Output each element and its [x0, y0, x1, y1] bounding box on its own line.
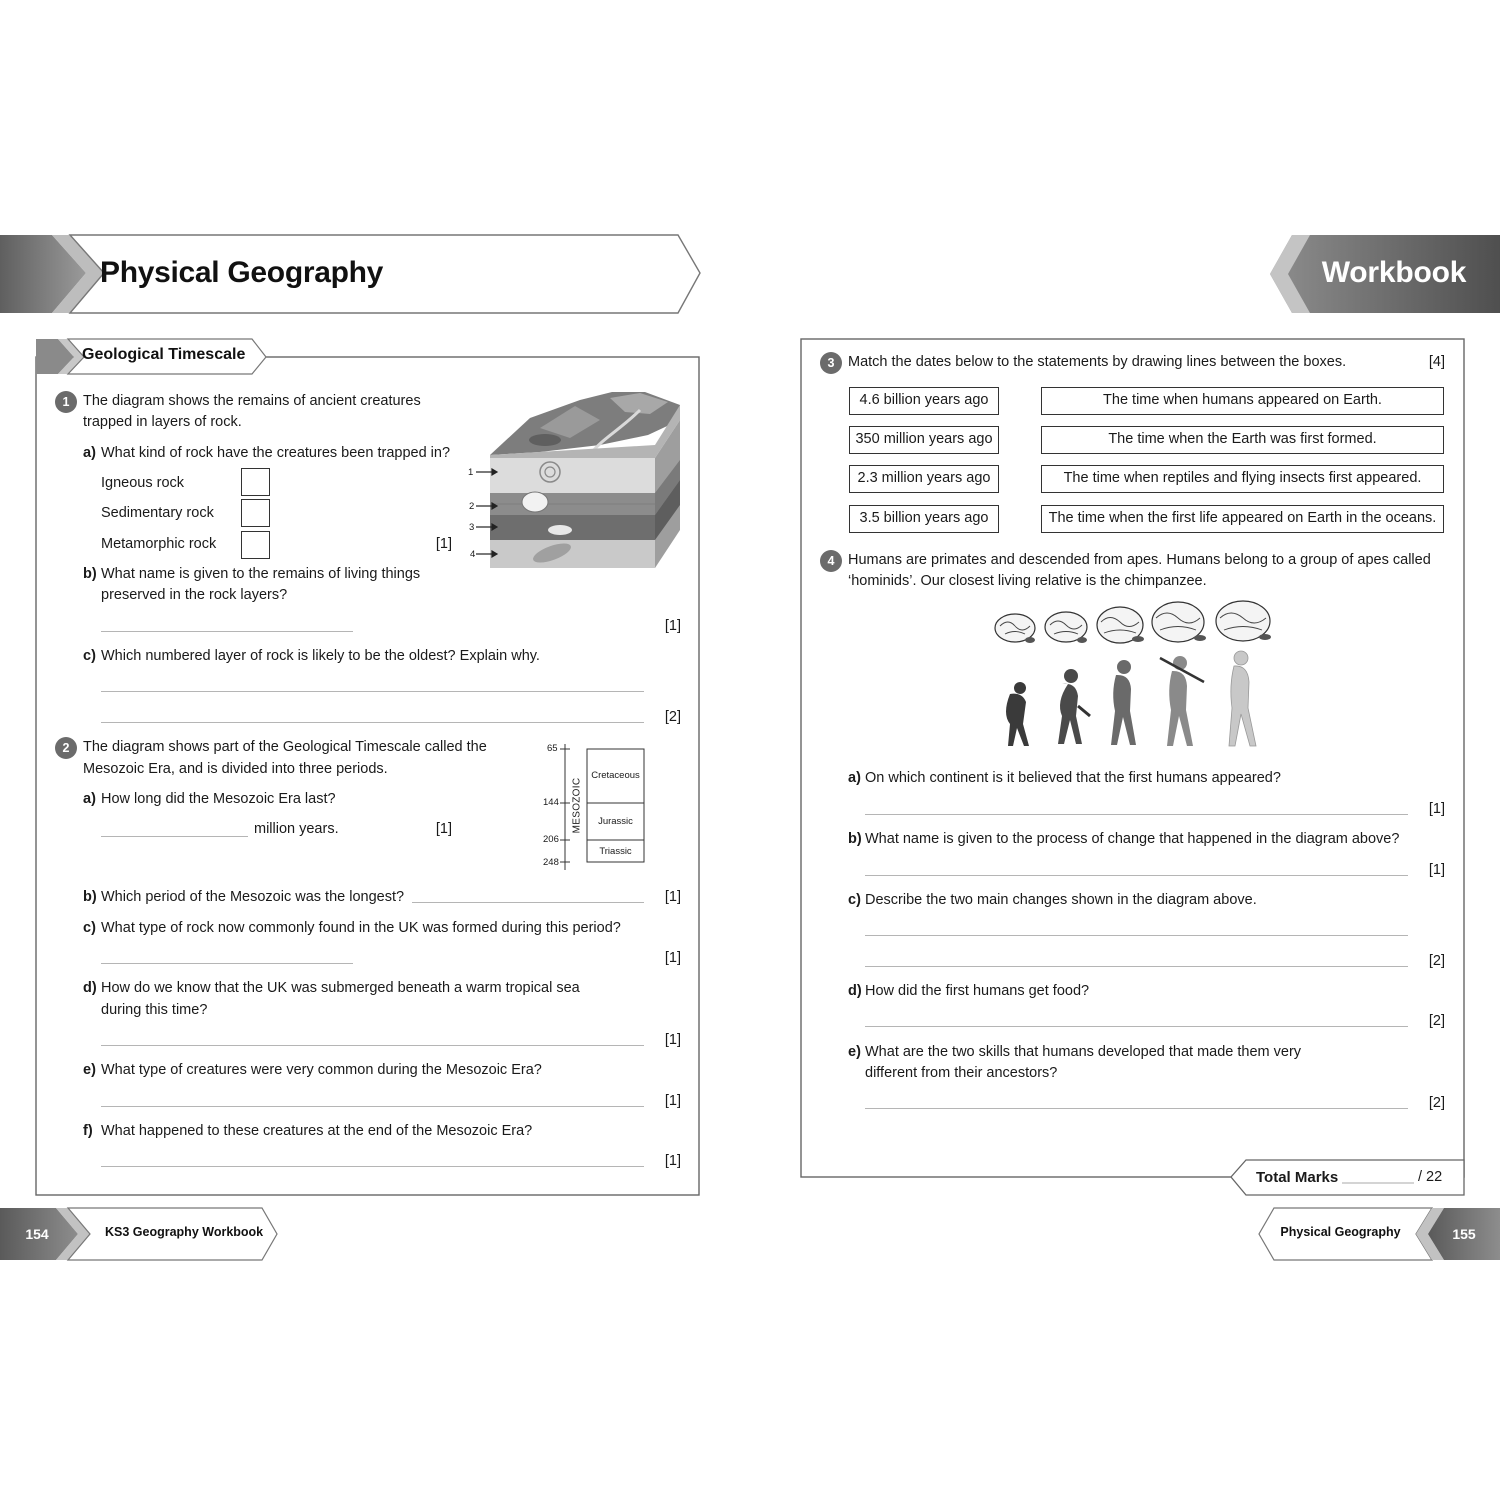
q4-intro-line-1: Humans are primates and descended from apes. Humans belong to a group of apes called	[848, 552, 1431, 568]
q1c-answer-line-1[interactable]	[101, 691, 644, 692]
q1c-label: c)	[83, 648, 96, 664]
period-triassic: Triassic	[599, 846, 632, 857]
statement-box-2[interactable]: The time when the Earth was first formed.	[1041, 426, 1444, 454]
q2d-text-line-1: How do we know that the UK was submerged beneath a warm tropical sea	[101, 980, 580, 996]
q2a-text: How long did the Mesozoic Era last?	[101, 791, 336, 807]
date-box-3[interactable]: 2.3 million years ago	[849, 465, 999, 493]
layer-label-1: 1	[468, 467, 474, 478]
q4b-label: b)	[848, 831, 862, 847]
rock-strata-diagram	[476, 392, 680, 568]
q2f-text: What happened to these creatures at the end of the Mesozoic Era?	[101, 1123, 533, 1139]
q3-text: Match the dates below to the statements by drawing lines between the boxes.	[848, 354, 1347, 370]
question-1-badge: 1	[55, 391, 77, 413]
q1c-mark: [2]	[664, 709, 681, 725]
q2d-answer-line[interactable]	[101, 1045, 644, 1046]
q4b-mark: [1]	[1428, 862, 1445, 878]
q2c-label: c)	[83, 920, 96, 936]
timescale-tick-144: 144	[543, 797, 559, 808]
q2d-mark: [1]	[664, 1032, 681, 1048]
q4c-text: Describe the two main changes shown in the diagram above.	[865, 892, 1257, 908]
q4d-label: d)	[848, 983, 862, 999]
question-3-badge: 3	[820, 352, 842, 374]
q1b-text-line-1: What name is given to the remains of living things	[101, 566, 421, 582]
q2e-mark: [1]	[664, 1093, 681, 1109]
checkbox-igneous[interactable]	[241, 468, 270, 496]
statement-box-3[interactable]: The time when reptiles and flying insects first appeared.	[1041, 465, 1444, 493]
q1c-text: Which numbered layer of rock is likely to be the oldest? Explain why.	[101, 648, 540, 664]
date-box-2[interactable]: 350 million years ago	[849, 426, 999, 454]
question-4-badge: 4	[820, 550, 842, 572]
q2f-mark: [1]	[664, 1153, 681, 1169]
q2d-label: d)	[83, 980, 97, 996]
timescale-tick-248: 248	[543, 857, 559, 868]
layer-label-4: 4	[470, 549, 476, 560]
q1c-answer-line-2[interactable]	[101, 722, 644, 723]
q4e-answer-line[interactable]	[865, 1108, 1408, 1109]
q2a-answer-line[interactable]	[101, 836, 248, 837]
q2c-answer-line[interactable]	[101, 963, 353, 964]
section-title: Geological Timescale	[82, 346, 246, 363]
q4c-label: c)	[848, 892, 861, 908]
q2b-text: Which period of the Mesozoic was the longest?	[101, 889, 405, 905]
q1b-mark: [1]	[664, 618, 681, 634]
total-marks-label: Total Marks	[1256, 1169, 1339, 1186]
q4d-answer-line[interactable]	[865, 1026, 1408, 1027]
q4a-mark: [1]	[1428, 801, 1445, 817]
option-metamorphic-label: Metamorphic rock	[101, 536, 217, 552]
q4b-answer-line[interactable]	[865, 875, 1408, 876]
q4a-label: a)	[848, 770, 861, 786]
q2a-label: a)	[83, 791, 96, 807]
q4a-text: On which continent is it believed that the first humans appeared?	[865, 770, 1281, 786]
q1a-text: What kind of rock have the creatures been trapped in?	[101, 445, 451, 461]
total-marks-value: / 22	[1418, 1169, 1443, 1185]
q2d-text-line-2: during this time?	[101, 1002, 208, 1018]
page-title-right: Workbook	[1321, 256, 1467, 289]
q1b-label: b)	[83, 566, 97, 582]
q2f-label: f)	[83, 1123, 93, 1139]
timescale-tick-65: 65	[547, 743, 558, 754]
q4c-answer-line-1[interactable]	[865, 935, 1408, 936]
q2b-label: b)	[83, 889, 97, 905]
q4e-text-line-1: What are the two skills that humans developed that made them very	[865, 1044, 1302, 1060]
date-box-4[interactable]: 3.5 billion years ago	[849, 505, 999, 533]
question-2-badge: 2	[55, 737, 77, 759]
q1a-label: a)	[83, 445, 96, 461]
q4c-mark: [2]	[1428, 953, 1445, 969]
q1b-text-line-2: preserved in the rock layers?	[101, 587, 288, 603]
q1-intro-line-2: trapped in layers of rock.	[83, 414, 242, 430]
timescale-era-label: MESOZOIC	[571, 777, 583, 834]
q2c-mark: [1]	[664, 950, 681, 966]
page-number-right: 155	[1452, 1226, 1476, 1242]
q1-intro-line-1: The diagram shows the remains of ancient creatures	[83, 393, 421, 409]
q2b-mark: [1]	[664, 889, 681, 905]
statement-box-1[interactable]: The time when humans appeared on Earth.	[1041, 387, 1444, 415]
q4d-mark: [2]	[1428, 1013, 1445, 1029]
q2e-text: What type of creatures were very common during the Mesozoic Era?	[101, 1062, 542, 1078]
evolution-diagram	[995, 601, 1271, 746]
date-box-1[interactable]: 4.6 billion years ago	[849, 387, 999, 415]
footer-left-text: KS3 Geography Workbook	[105, 1225, 264, 1239]
layer-label-2: 2	[469, 501, 475, 512]
q4e-label: e)	[848, 1044, 861, 1060]
q2e-answer-line[interactable]	[101, 1106, 644, 1107]
checkbox-sedimentary[interactable]	[241, 499, 270, 527]
checkbox-metamorphic[interactable]	[241, 531, 270, 559]
page-title-left: Physical Geography	[100, 256, 384, 289]
q4e-text-line-2: different from their ancestors?	[865, 1065, 1058, 1081]
page-number-left: 154	[25, 1226, 49, 1242]
q4e-mark: [2]	[1428, 1095, 1445, 1111]
q2-intro-line-2: Mesozoic Era, and is divided into three periods.	[83, 761, 388, 777]
option-igneous-label: Igneous rock	[101, 475, 185, 491]
statement-box-4[interactable]: The time when the first life appeared on Earth in the oceans.	[1041, 505, 1444, 533]
q2b-answer-line[interactable]	[412, 902, 644, 903]
q4a-answer-line[interactable]	[865, 814, 1408, 815]
footer-right-text: Physical Geography	[1280, 1225, 1401, 1239]
q2a-suffix: million years.	[254, 821, 339, 837]
q2e-label: e)	[83, 1062, 96, 1078]
q4-intro-line-2: ‘hominids’. Our closest living relative is the chimpanzee.	[848, 573, 1207, 589]
q1a-mark: [1]	[435, 536, 452, 552]
period-jurassic: Jurassic	[598, 816, 633, 827]
q2a-mark: [1]	[435, 821, 452, 837]
option-sedimentary-label: Sedimentary rock	[101, 505, 214, 521]
q2-intro-line-1: The diagram shows part of the Geological Timescale called the	[83, 739, 487, 755]
q2c-text: What type of rock now commonly found in the UK was formed during this period?	[101, 920, 621, 936]
period-cretaceous: Cretaceous	[591, 770, 640, 781]
q2f-answer-line[interactable]	[101, 1166, 644, 1167]
q4b-text: What name is given to the process of change that happened in the diagram above?	[865, 831, 1400, 847]
layer-label-3: 3	[469, 522, 475, 533]
timescale-tick-206: 206	[543, 834, 559, 845]
q4d-text: How did the first humans get food?	[865, 983, 1090, 999]
q3-mark: [4]	[1428, 354, 1445, 370]
q1b-answer-line[interactable]	[101, 631, 353, 632]
q4c-answer-line-2[interactable]	[865, 966, 1408, 967]
